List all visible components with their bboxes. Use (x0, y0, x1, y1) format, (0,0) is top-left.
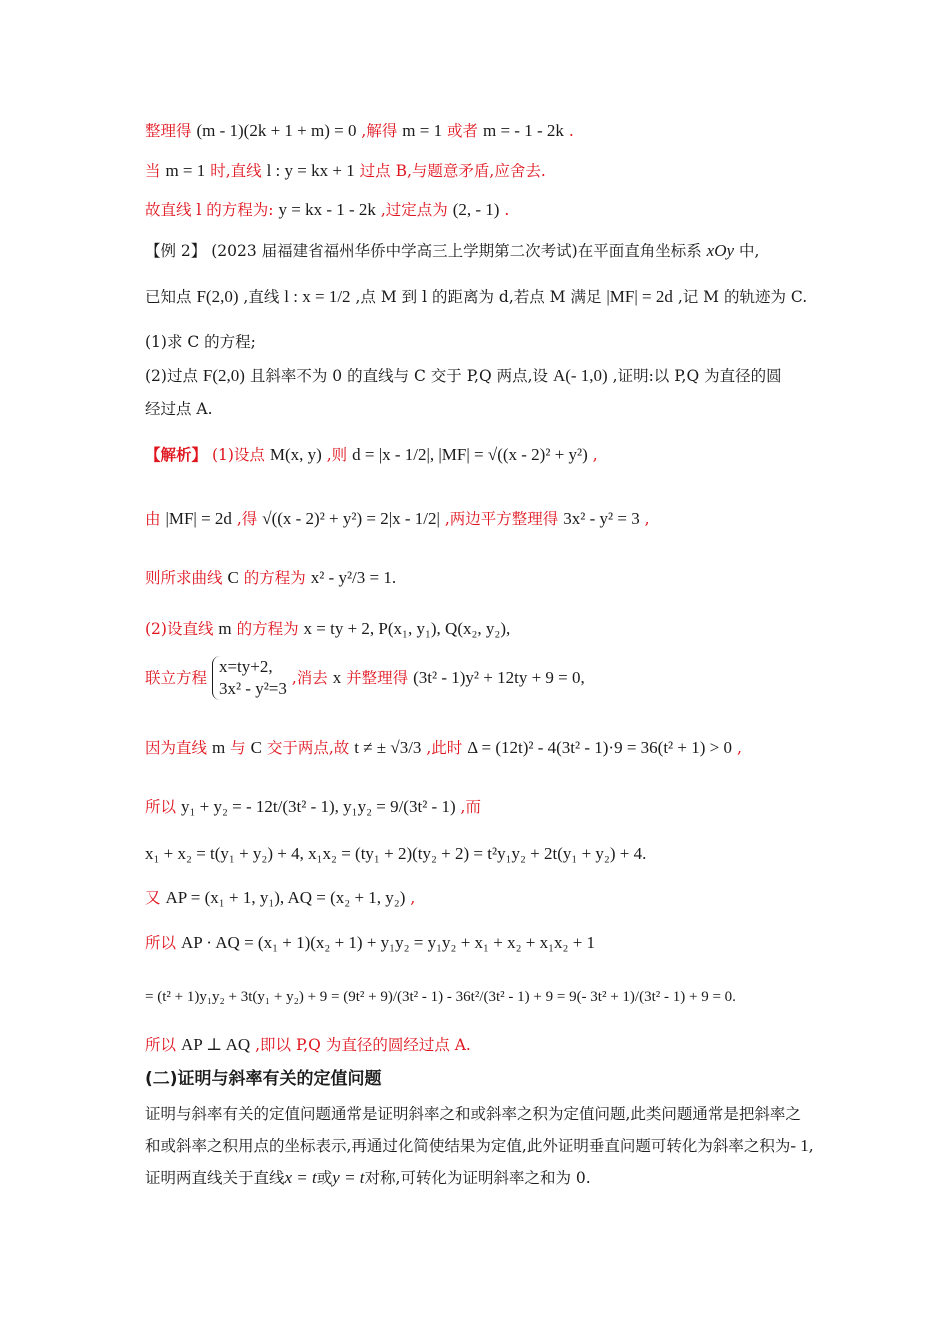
math-expression: t ≠ ± √3/3 (354, 738, 422, 757)
example-title (145, 240, 830, 262)
inline-text: ,记 M 的轨迹为 C. (677, 288, 808, 306)
inline-text: 过点 B,与题意矛盾,应舍去. (359, 162, 546, 180)
question-1 (145, 331, 830, 353)
math-expression: xOy (706, 241, 735, 260)
inline-text: 经过点 A. (145, 400, 213, 418)
solution-line (145, 618, 830, 640)
math-expression: x₁ + x₂ = t(y₁ + y₂) + 4, x₁x₂ = (ty₁ + 2)(ty₂ + 2) = t²y₁y₂ + 2t(y₁ + y₂) + 4. (145, 844, 647, 863)
inline-text: 所以 (145, 1036, 177, 1054)
math-expression: F(2,0) (202, 366, 245, 385)
math-expression: 3x² - y²=3 (218, 679, 287, 698)
inline-text: 时,直线 (210, 162, 262, 180)
question-2 (145, 365, 830, 387)
inline-text: ,直线 (243, 288, 280, 306)
inline-text: 证明与斜率有关的定值问题通常是证明斜率之和或斜率之积为定值问题,此类问题通常是把斜率之和或斜率之积用点的坐标表示,再通过化简使结果为定值,此外证明垂直问题可转化为斜率之积为 (145, 1105, 801, 1155)
inline-text: 交于两点,故 (266, 739, 350, 757)
inline-text: 或 (316, 1169, 333, 1187)
math-expression: AP = (x₁ + 1, y₁), AQ = (x₂ + 1, y₂) (165, 888, 406, 907)
inline-text: ,证明:以 P,Q 为直径的圆 (612, 367, 782, 385)
inline-text: 的方程为 (236, 620, 299, 638)
inline-text: ,则 (326, 446, 348, 464)
inline-text: (1)求 C 的方程; (145, 333, 256, 351)
solution-line (145, 843, 830, 865)
math-expression: C (250, 738, 262, 757)
math-expression: M(x, y) (269, 445, 322, 464)
math-expression: AP · AQ = (x₁ + 1)(x₂ + 1) + y₁y₂ = y₁y₂ + x₁ + x₂ + x₁x₂ + 1 (180, 933, 596, 952)
inline-text: ,过定点为 (380, 201, 448, 219)
inline-text: ,证明两直线关于直线 (145, 1137, 814, 1187)
math-expression: (3t² - 1)y² + 12ty + 9 = 0, (413, 668, 585, 687)
math-expression: - 1 (790, 1136, 809, 1155)
text-line (145, 199, 830, 221)
inline-text: (2023 届福建省福州华侨中学高三上学期第二次考试)在平面直角坐标系 (211, 242, 702, 260)
solution-line (145, 796, 830, 818)
body-paragraph (145, 1098, 815, 1194)
inline-text: 所以 (145, 798, 177, 816)
math-expression: l : x = 1/2 (284, 287, 351, 306)
math-expression: m (218, 619, 232, 638)
inline-text: 联立方程 (145, 669, 208, 687)
inline-text: 且斜率不为 0 的直线与 C 交于 P,Q 两点,设 (249, 367, 549, 385)
math-expression: m = 1 (165, 161, 206, 180)
math-expression: (2, - 1) (452, 200, 500, 219)
math-expression: x = t (284, 1168, 317, 1187)
inline-text: (2)过点 (145, 367, 198, 385)
math-expression: m = - 1 - 2k (482, 121, 564, 140)
inline-text: , (410, 889, 416, 907)
math-expression: m (211, 738, 226, 757)
inline-text: 又 (145, 889, 161, 907)
math-expression: AP ⊥ AQ (180, 1035, 251, 1054)
inline-text: . (504, 201, 510, 219)
math-expression: 3x² - y² = 3 (563, 509, 640, 528)
math-expression: y = t (332, 1168, 365, 1187)
solution-line (145, 1034, 830, 1056)
inline-text: ,此时 (426, 739, 463, 757)
math-expression: (m - 1)(2k + 1 + m) = 0 (196, 121, 357, 140)
inline-text: , (644, 510, 650, 528)
math-expression: l : y = kx + 1 (266, 161, 355, 180)
math-expression: Δ = (12t)² - 4(3t² - 1)·9 = 36(t² + 1) > 0 (467, 738, 732, 757)
inline-text: (2)设直线 (145, 620, 214, 638)
math-expression: = (t² + 1)y₁y₂ + 3t(y₁ + y₂) + 9 = (9t² + 9)/(3t² - 1) - 36t²/(3t² - 1) + 9 = 9(- 3t² + 1)/(3t² - 1) + 9 = 0. (145, 989, 736, 1005)
inline-text: ,解得 (361, 122, 398, 140)
section-heading: (二)证明与斜率有关的定值问题 (145, 1069, 382, 1089)
math-expression: |MF| = 2d (165, 509, 232, 528)
solution-line (145, 737, 830, 759)
inline-text: 所以 (145, 934, 177, 952)
inline-text: ,点 M 到 l 的距离为 d,若点 M 满足 (355, 288, 602, 306)
inline-text: ,得 (236, 510, 258, 528)
math-expression: F(2,0) (196, 287, 239, 306)
inline-text: . (568, 122, 574, 140)
text-line (145, 286, 830, 308)
math-expression: x=ty+2, (218, 657, 273, 676)
solution-line (145, 656, 830, 704)
text-line (145, 160, 830, 182)
math-expression: x = ty + 2, P(x₁, y₁), Q(x₂, y₂), (303, 619, 511, 638)
inline-text: 则所求曲线 (145, 569, 223, 587)
inline-text: 由 (145, 510, 161, 528)
solution-line (145, 887, 830, 909)
inline-text: 的方程为 (243, 569, 306, 587)
inline-text: , (736, 739, 742, 757)
math-expression: A(- 1,0) (552, 366, 608, 385)
inline-text: ,两边平方整理得 (444, 510, 559, 528)
math-expression: C (227, 568, 239, 587)
inline-text: ,而 (460, 798, 481, 816)
inline-text: ,消去 (291, 669, 328, 687)
inline-text: 中, (738, 242, 760, 260)
solution-line (145, 932, 830, 954)
math-expression: m = 1 (402, 121, 443, 140)
example-label: 【例 2】 (145, 242, 207, 260)
inline-text: 当 (145, 162, 161, 180)
equation-system (212, 656, 287, 700)
math-expression: y = kx - 1 - 2k (278, 200, 376, 219)
solution-line (145, 444, 830, 466)
math-expression: x (332, 668, 342, 687)
math-expression: d = |x - 1/2|, |MF| = √((x - 2)² + y²) (352, 445, 588, 464)
solution-line (145, 986, 830, 1008)
inline-text: 故直线 l 的方程为: (145, 201, 274, 219)
math-expression: x² - y²/3 = 1. (310, 568, 397, 587)
solution-label: 【解析】 (145, 445, 208, 464)
solution-line (145, 567, 830, 589)
inline-text: 或者 (447, 122, 479, 140)
math-expression: √((x - 2)² + y²) = 2|x - 1/2| (262, 509, 440, 528)
inline-text: 对称,可转化为证明斜率之和为 0. (364, 1169, 591, 1187)
inline-text: , (592, 446, 598, 464)
inline-text: (1)设点 (211, 446, 265, 464)
inline-text: 与 (230, 739, 246, 757)
inline-text: ,即以 P,Q 为直径的圆经过点 A. (255, 1036, 471, 1054)
question-2-cont (145, 398, 830, 420)
inline-text: 因为直线 (145, 739, 208, 757)
math-expression: |MF| = 2d (606, 287, 673, 306)
text-line (145, 120, 830, 142)
solution-line (145, 508, 830, 530)
inline-text: 整理得 (145, 122, 192, 140)
inline-text: 已知点 (145, 288, 192, 306)
inline-text: 并整理得 (346, 669, 409, 687)
math-expression: y₁ + y₂ = - 12t/(3t² - 1), y₁y₂ = 9/(3t² - 1) (180, 797, 456, 816)
